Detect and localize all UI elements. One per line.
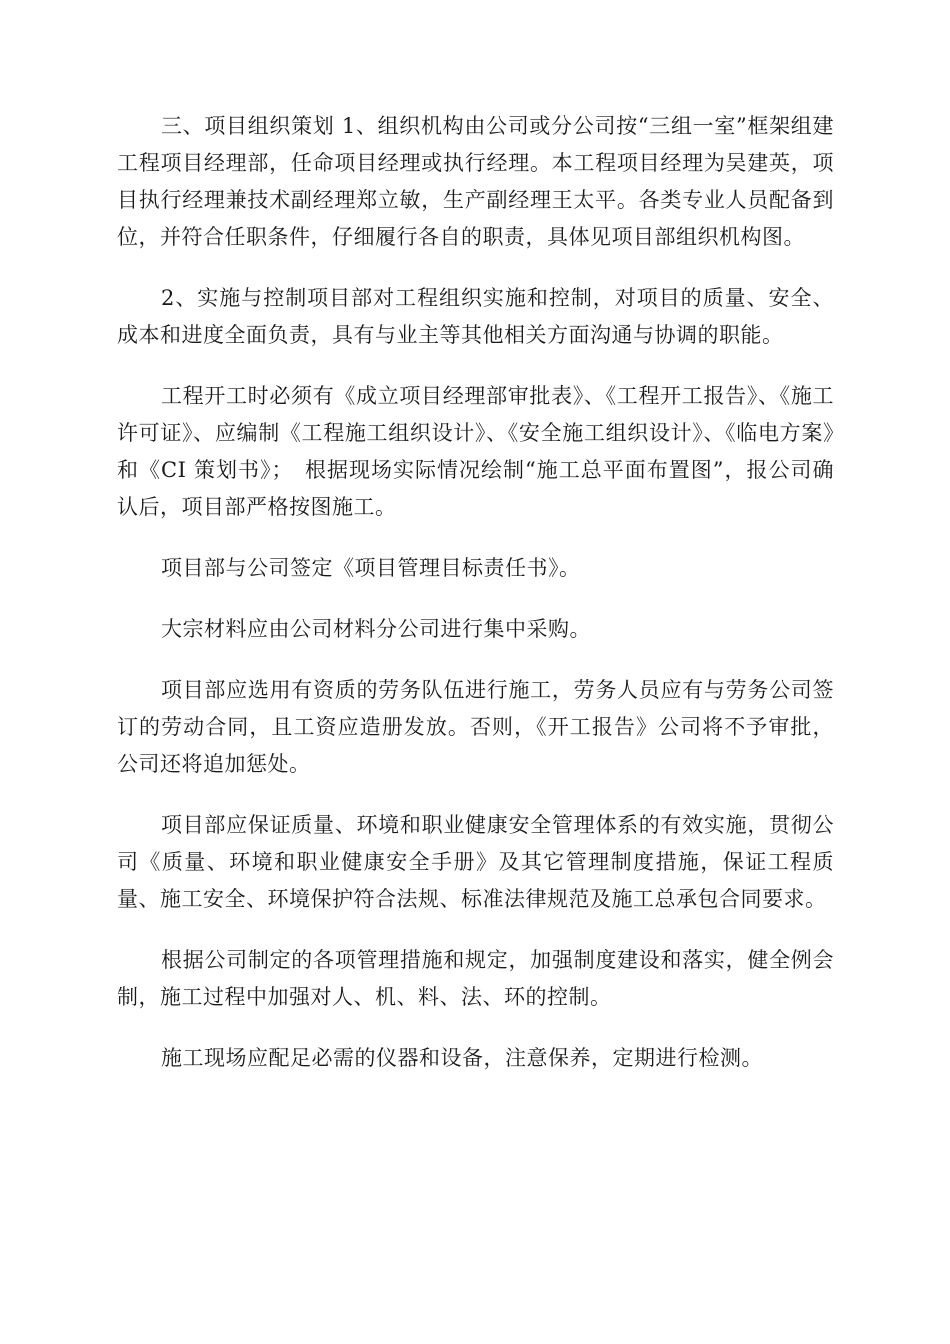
- paragraph-labor: 项目部应选用有资质的劳务队伍进行施工，劳务人员应有与劳务公司签订的劳动合同，且工资应造册发放。否则，《开工报告》公司将不予审批，公司还将追加惩处。: [117, 678, 834, 776]
- paragraph-commencement: 工程开工时必须有《成立项目经理部审批表》、《工程开工报告》、《施工许可证》、应编制《工程施工组织设计》、《安全施工组织设计》、《临电方案》和《CI 策划书》； 根据现场实际情况绘制“施工总平面布置图”，报公司确认后，项目部严格按图施工。: [117, 384, 834, 519]
- paragraph-equipment: 施工现场应配足必需的仪器和设备，注意保养，定期进行检测。: [161, 1046, 763, 1070]
- paragraph-implementation: 2、实施与控制项目部对工程组织实施和控制，对项目的质量、安全、成本和进度全面负责，具有与业主等其他相关方面沟通与协调的职能。: [117, 286, 834, 347]
- paragraph-procurement: 大宗材料应由公司材料分公司进行集中采购。: [161, 617, 591, 641]
- paragraph-responsibility: 项目部与公司签定《项目管理目标责任书》。: [161, 556, 581, 580]
- document-body: [117, 108, 834, 1101]
- paragraph-organization: 三、项目组织策划 1、组织机构由公司或分公司按“三组一室”框架组建工程项目经理部，任命项目经理或执行经理。本工程项目经理为吴建英，项目执行经理兼技术副经理郑立敏，生产副经理王太平。各类专业人员配备到位，并符合任职条件，仔细履行各自的职责，具体见项目部组织机构图。: [117, 114, 834, 249]
- paragraph-regulations: 根据公司制定的各项管理措施和规定，加强制度建设和落实，健全例会制，施工过程中加强对人、机、料、法、环的控制。: [117, 948, 834, 1009]
- paragraph-management-system: 项目部应保证质量、环境和职业健康安全管理体系的有效实施，贯彻公司《质量、环境和职业健康安全手册》及其它管理制度措施，保证工程质量、施工安全、环境保护符合法规、标准法律规范及施工总承包合同要求。: [117, 813, 834, 911]
